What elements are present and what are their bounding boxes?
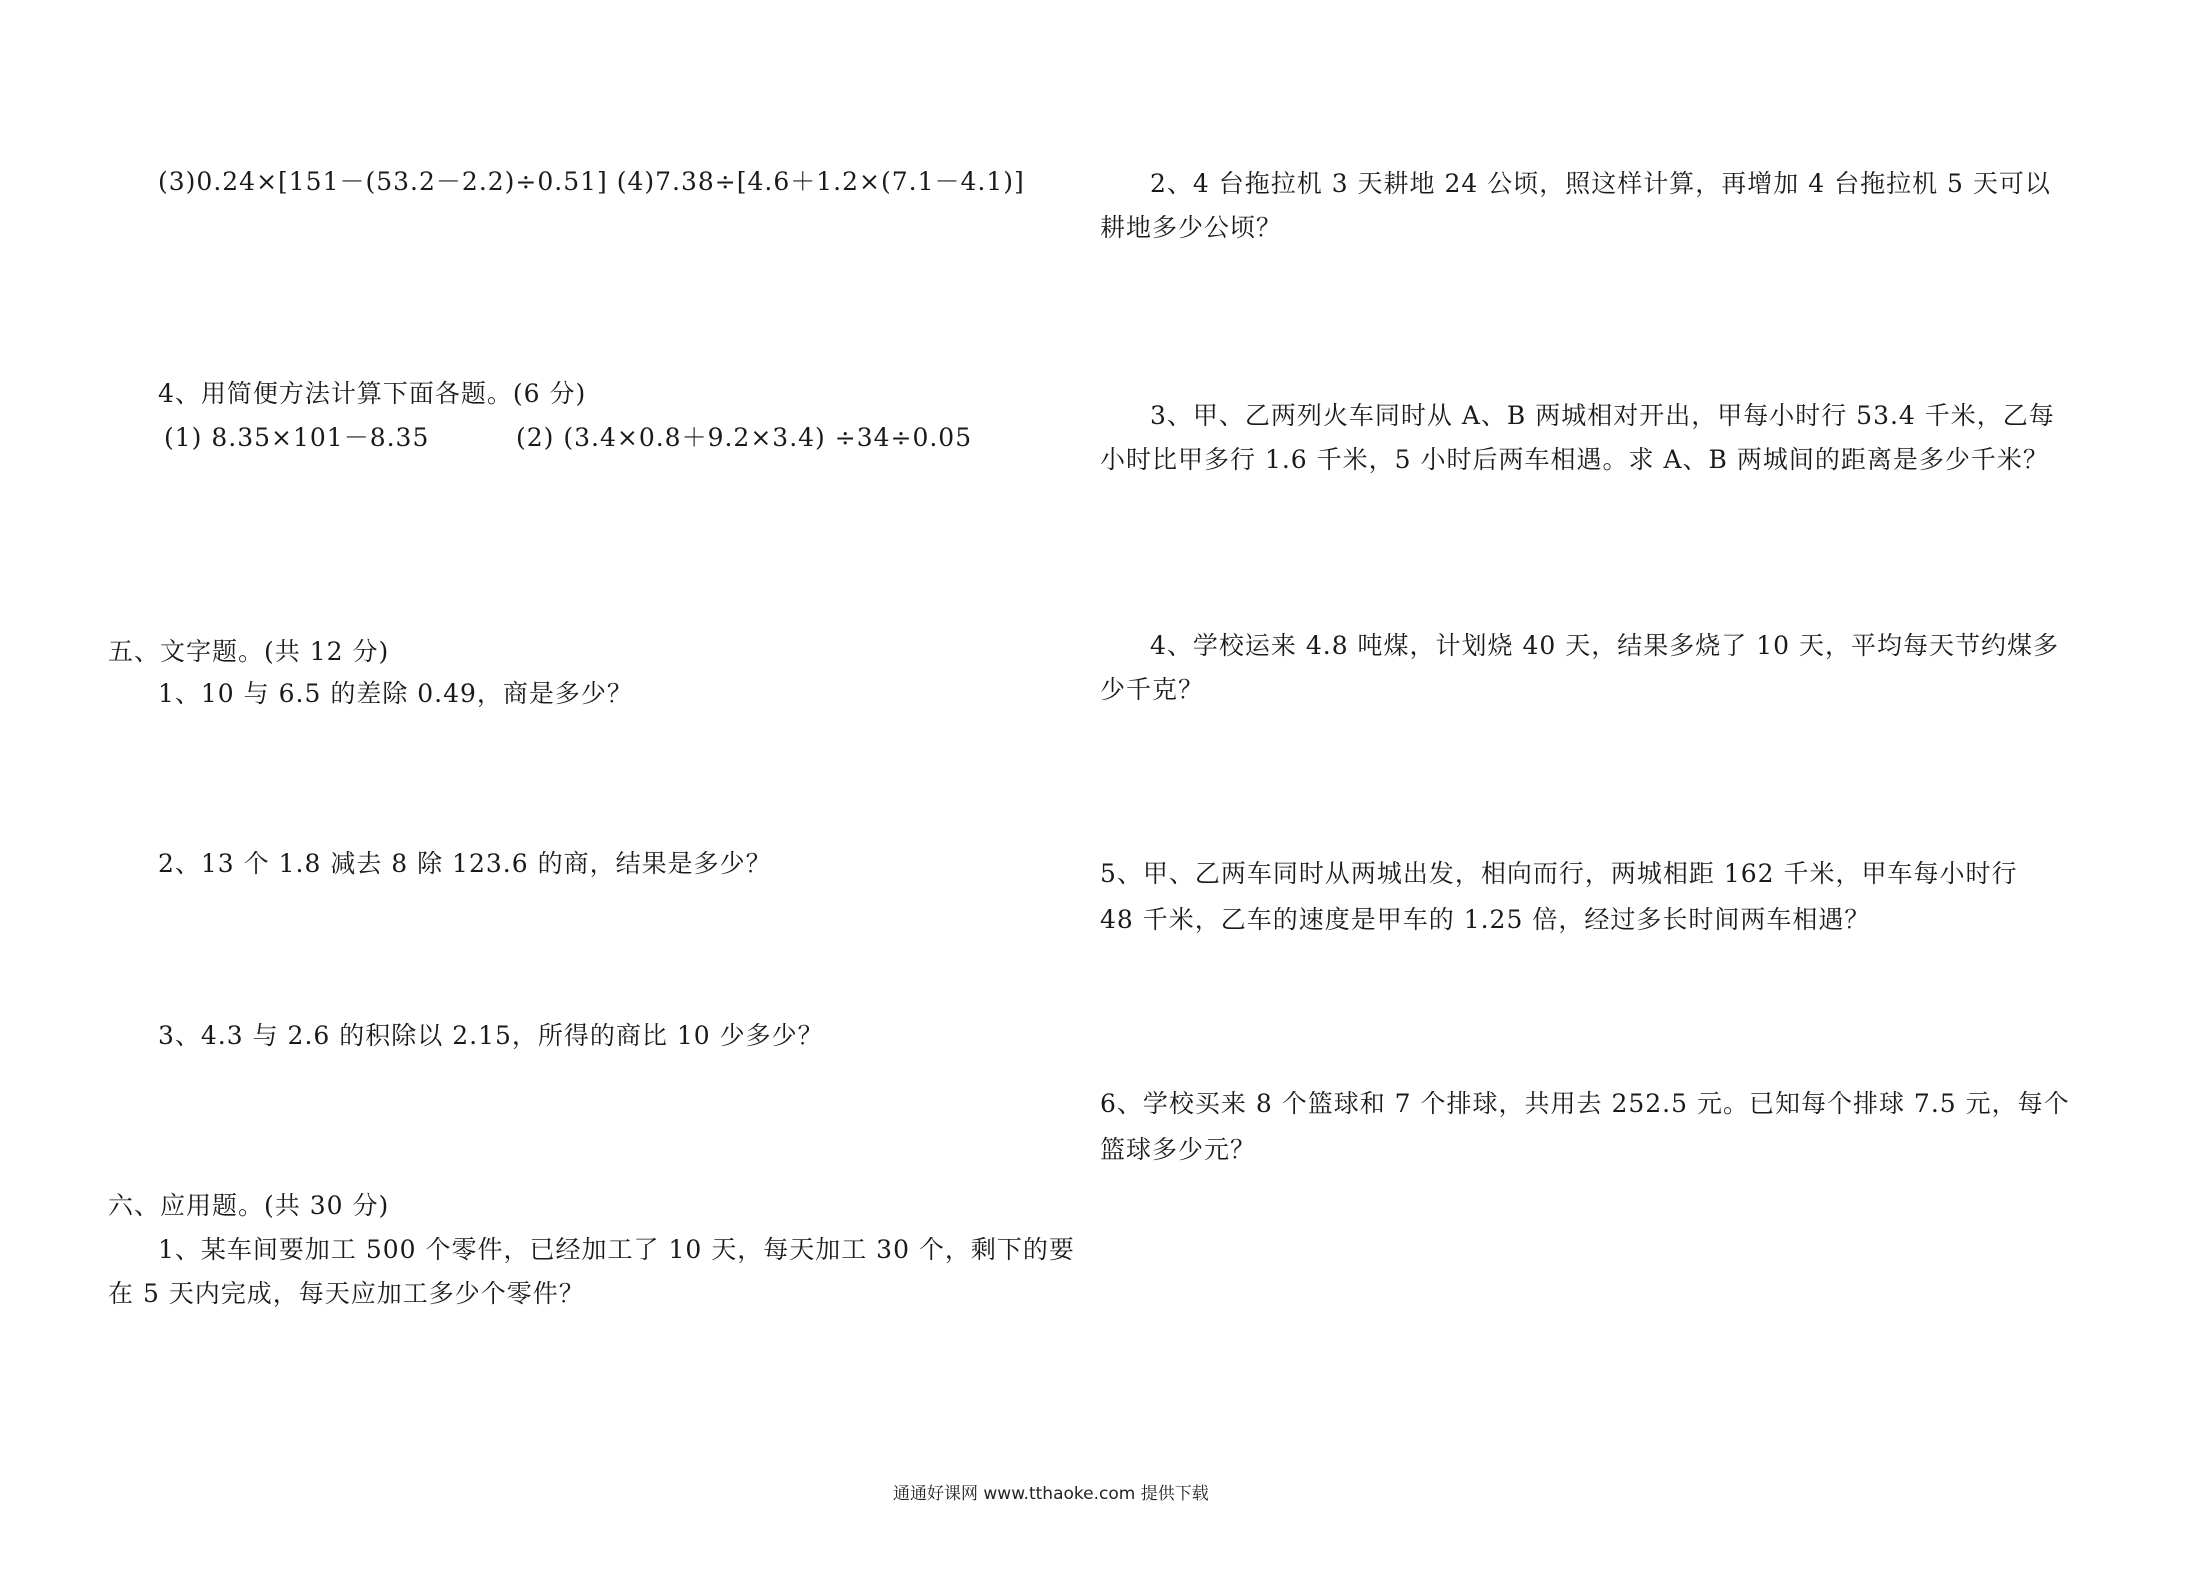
section-5-heading: 五、文字题。(共 12 分) xyxy=(108,637,390,666)
left-q4-item-1: (1) 8.35×101－8.35 xyxy=(164,423,430,452)
right-q4-line-1: 4、学校运来 4.8 吨煤，计划烧 40 天，结果多烧了 10 天，平均每天节约煤多 xyxy=(1150,631,2059,660)
left-q3-expression-line: (3)0.24×[151－(53.2－2.2)÷0.51] (4)7.38÷[4.6＋1.2×(7.1－4.1)] xyxy=(158,167,1025,196)
section-5-question-2: 2、13 个 1.8 减去 8 除 123.6 的商，结果是多少？ xyxy=(158,849,772,878)
section-5-question-3: 3、4.3 与 2.6 的积除以 2.15，所得的商比 10 少多少？ xyxy=(158,1021,824,1050)
section-6-question-1-line-1: 1、某车间要加工 500 个零件，已经加工了 10 天，每天加工 30 个，剩下的要 xyxy=(158,1235,1075,1264)
right-q4-line-2: 少千克？ xyxy=(1100,675,1205,704)
right-q5-line-1: 5、甲、乙两车同时从两城出发，相向而行，两城相距 162 千米，甲车每小时行 xyxy=(1100,859,2018,888)
left-q4-heading: 4、用简便方法计算下面各题。(6 分) xyxy=(158,379,587,408)
footer-source-text: 通通好课网 www.tthaoke.com 提供下载 xyxy=(893,1484,1209,1504)
section-6-heading: 六、应用题。(共 30 分) xyxy=(108,1191,390,1220)
right-q6-line-2: 篮球多少元？ xyxy=(1100,1135,1257,1164)
section-5-question-1: 1、10 与 6.5 的差除 0.49，商是多少？ xyxy=(158,679,633,708)
right-q2-line-2: 耕地多少公顷？ xyxy=(1100,213,1283,242)
section-6-question-1-line-2: 在 5 天内完成，每天应加工多少个零件？ xyxy=(108,1279,585,1308)
right-q5-line-2: 48 千米，乙车的速度是甲车的 1.25 倍，经过多长时间两车相遇？ xyxy=(1100,905,1871,934)
right-q2-line-1: 2、4 台拖拉机 3 天耕地 24 公顷，照这样计算，再增加 4 台拖拉机 5 天可以 xyxy=(1150,169,2051,198)
right-q3-line-1: 3、甲、乙两列火车同时从 A、B 两城相对开出，甲每小时行 53.4 千米，乙每 xyxy=(1150,401,2055,430)
right-q6-line-1: 6、学校买来 8 个篮球和 7 个排球，共用去 252.5 元。已知每个排球 7.5 元，每个 xyxy=(1100,1089,2070,1118)
right-q3-line-2: 小时比甲多行 1.6 千米，5 小时后两车相遇。求 A、B 两城间的距离是多少千米？ xyxy=(1100,445,2049,474)
left-q4-item-2: (2) (3.4×0.8＋9.2×3.4) ÷34÷0.05 xyxy=(516,423,973,452)
